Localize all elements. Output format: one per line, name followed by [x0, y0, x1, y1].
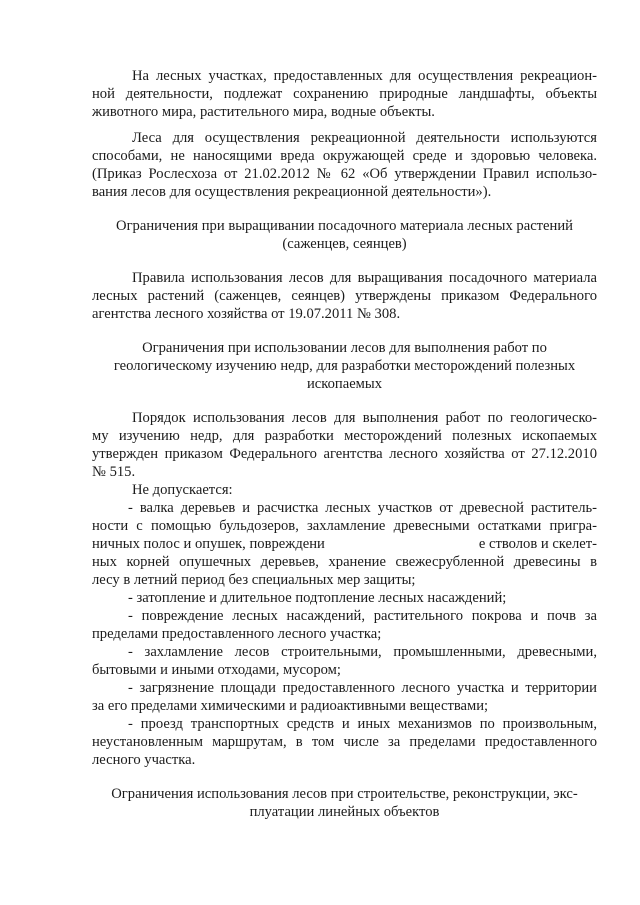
list-item: лесу в летний период без специальных мер защиты; [92, 572, 416, 588]
section-heading: плуатации линейных объектов [249, 804, 440, 820]
section-heading: Ограничения при использовании лесов для выполнения работ по [142, 340, 547, 356]
section-heading: Ограничения при выращивании посадочного материала лесных растений [116, 218, 573, 234]
list-item: - валка деревьев и расчистка лесных участков от древесной раститель- [128, 500, 597, 516]
paragraph-line: Не допускается: [132, 482, 233, 498]
list-item: за его пределами химическими и радиоактивными веществами; [92, 698, 489, 714]
paragraph-line: Леса для осуществления рекреационной деятельности используются [132, 130, 597, 146]
list-item: - проезд транспортных средств и иных механизмов по произвольным, [128, 716, 597, 732]
list-item: - повреждение лесных насаждений, растительного покрова и почв за [128, 608, 597, 624]
list-item: лесного участка. [92, 752, 196, 768]
paragraph-line: (Приказ Рослесхоза от 21.02.2012 № 62 «Об утверждении Правил использо- [92, 166, 597, 182]
paragraph-line: агентства лесного хозяйства от 19.07.2011 № 308. [92, 306, 401, 322]
list-item: ничных полос и опушек, повреждени [92, 536, 325, 552]
paragraph-line: Порядок использования лесов для выполнения работ по геологическо- [132, 410, 597, 426]
list-item: - загрязнение площади предоставленного лесного участка и территории [128, 680, 597, 696]
paragraph-line: ной деятельности, подлежат сохранению природные ландшафты, объекты [92, 86, 597, 102]
paragraph-line: вания лесов для осуществления рекреационной деятельности»). [92, 184, 492, 200]
paragraph-line: Правила использования лесов для выращивания посадочного материала [132, 270, 597, 286]
list-item: неустановленным маршрутам, в том числе за пределами предоставленного [92, 734, 597, 750]
paragraph-line: утвержден приказом Федерального агентства лесного хозяйства от 27.12.2010 [92, 446, 597, 462]
paragraph-line: му изучению недр, для разработки месторождений полезных ископаемых [92, 428, 597, 444]
list-item: - захламление лесов строительными, промышленными, древесными, [128, 644, 597, 660]
section-heading: геологическому изучению недр, для разработки месторождений полезных [113, 358, 576, 374]
section-heading: ископаемых [306, 376, 383, 392]
list-item: пределами предоставленного лесного участка; [92, 626, 382, 642]
paragraph-line: № 515. [92, 464, 136, 480]
list-item: бытовыми и иными отходами, мусором; [92, 662, 341, 678]
list-item: е стволов и скелет- [478, 536, 597, 552]
paragraph-line: способами, не наносящими вреда окружающей среде и здоровью человека. [92, 148, 597, 164]
list-item: ности с помощью бульдозеров, захламление древесными остатками пригра- [92, 518, 597, 534]
paragraph-line: животного мира, растительного мира, водные объекты. [92, 104, 435, 120]
section-heading: (саженцев, сеянцев) [282, 236, 407, 252]
list-item: - затопление и длительное подтопление лесных насаждений; [128, 590, 507, 606]
paragraph-line: На лесных участках, предоставленных для осуществления рекреацион- [132, 68, 597, 84]
list-item: ных корней опушечных деревьев, хранение свежесрубленной древесины в [92, 554, 597, 570]
paragraph-line: лесных растений (саженцев, сеянцев) утверждены приказом Федерального [92, 288, 597, 304]
section-heading: Ограничения использования лесов при строительстве, реконструкции, экс- [111, 786, 578, 802]
